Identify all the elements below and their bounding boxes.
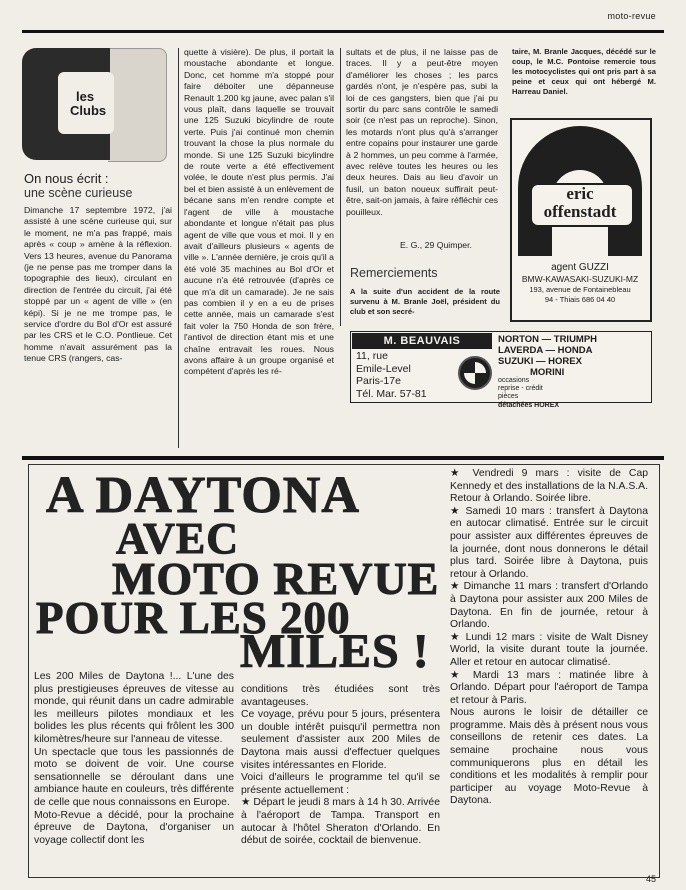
article-col-mid: conditions très étudiées sont très avantageuses. Ce voyage, prévu pour 5 jours, présentera un double intérêt puisqu'il permettra non seulement d'assister aux 200 Miles de Daytona mais aussi d'effectuer quelques visites intéressantes en Floride. Voici d'ailleurs le programme tel qu'il se présente actuellement : ★ Départ le jeudi 8 mars à 14 h 30. Arrivée à l'aéroport de Tampa. Transport en autocar à l'hôtel Sheraton d'Orlando. En début de soirée, cocktail de bienvenue.: [241, 684, 440, 847]
logo-word-clubs: Clubs: [70, 103, 107, 118]
section-separator: [22, 456, 664, 460]
beauvais-name: M. BEAUVAIS: [352, 333, 492, 349]
eric-ad-details: agent GUZZI BMW-KAWASAKI-SUZUKI-MZ 193, avenue de Fontainebleau 94 - Thiais 686 04 40: [521, 262, 639, 304]
logo-backplate: [108, 48, 167, 162]
bmw-roundel-center-icon: [464, 362, 486, 384]
headline-line4: POUR LES 200: [36, 593, 351, 643]
headline-line2: AVEC: [116, 514, 240, 563]
section-subtitle: une scène curieuse: [24, 186, 133, 200]
beauvais-address: 11, rue Emile-Level Paris-17e Tél. Mar. 57-81: [356, 350, 427, 400]
eric-name: eric offenstadt: [543, 184, 617, 221]
remerciements-text: A la suite d'un accident de la route survenu à M. Branle Joël, président du club et son secré-: [350, 287, 500, 316]
column-rule: [178, 48, 179, 448]
headline-line1: A DAYTONA: [46, 467, 360, 524]
article-col-left: Les 200 Miles de Daytona !... L'une des plus prestigieuses épreuves de vitesse au monde, qui réunit dans un cadre admirable les meilleurs pilotes mondiaux et les bolides les plus récents qui frôlent les 300 kilomètres/heure sur l'anneau de vitesse. Un spectacle que tous les passionnés de moto se doivent de voir. Une course sensationnelle se déroulant dans une ambiance haute en couleurs, très différente de celle que nous connaissons en Europe. Moto-Revue a décidé, pour la prochaine épreuve de Daytona, d'organiser un voyage collectif dont les: [34, 671, 234, 846]
col1-text: Dimanche 17 septembre 1972, j'ai assisté à une scène curieuse qui, sur le moment, ne m'a pas frappé, mais après « coup » amène à la réflexion. Vers 13 heures, avenue du Panorama (je ne pense pas me tromper dans la topographie des lieux), circulant en direction de l'entrée du circuit, j'ai été stoppé par un « agent de ville » (en képi). Si je ne me trompe pas, le service d'ordre du Bol d'Or est assuré par les CRS et le C.O. Pontlieue. Cet homme n'avait assurément pas la tenue CRS (rangers, cas-: [24, 205, 172, 364]
headline-line5: MILES !: [240, 625, 430, 678]
page-number: 45: [645, 874, 656, 884]
remerciements-title: Remerciements: [350, 266, 438, 280]
col3-text: sultats et de plus, il ne laisse pas de traces. Il y a peut-être moyen d'améliorer les choses ; les parcs gardés n'ont, je n'espère pas, subi la loi de ces gangsters, bien que j'ai pu sortir du parc sans contrôle le samedi soir (ce n'est pas un reproche). Sinon, les motards n'ont plus qu'à s'arranger entre copains pour instaurer une garde à 2 hommes, un peu comme à l'armée, avec relève toutes les heures ou les deux heures. Dais au lieu d'avoir un fusil, un baton noueux suffirait peut-être, sait-on jamais, à faire réfléchir ces pouilleux.: [346, 47, 498, 217]
beauvais-brands: NORTON — TRIUMPH LAVERDA — HONDA SUZUKI — HOREX MORINI: [498, 334, 598, 378]
col4-text: taire, M. Branle Jacques, décédé sur le coup, le M.C. Pontoise remercie tous les motocyclistes qui ont pris part à sa peine et ceux qui ont hébergé M. Harreau Daniel.: [512, 47, 656, 96]
article-col-right: ★ Vendredi 9 mars : visite de Cap Kennedy et des installations de la N.A.S.A. Retour à Orlando. Soirée libre. ★ Samedi 10 mars : transfert à Daytona en autocar climatisé. Entrée sur le circuit pour assister aux différentes épreuves de la journée, dont nous donnerons le détail plus tard. Soirée libre à Daytona, puis retour à Orlando. ★ Dimanche 11 mars : transfert d'Orlando à Daytona pour assister aux 200 Miles de Daytona. En fin de journée, retour à Orlando. ★ Lundi 12 mars : visite de Walt Disney World, la visite durant toute la journée. Aller et retour en autocar climatisé. ★ Mardi 13 mars : matinée libre à Orlando. Départ pour l'aéroport de Tampa et retour à Paris. Nous aurons le loisir de détailler ce programme. Mais dès à présent nous vous conseillons de retenir ces dates. La semaine prochaine nous vous communiquerons plus en détail les conditions et les modalités à remplir pour participer au voyage Moto-Revue à Daytona.: [450, 468, 648, 807]
col3-signature: E. G., 29 Quimper.: [400, 240, 472, 250]
col2-text: quette à visière). De plus, il portait la moustache abondante et longue. Donc, cet homme m'a stoppé pour faire déboiter une dépanneuse Renault 1.200 kg jaune, avec palan s'il vous plaît, dans laquelle se trouvait une 125 Suzuki bicylindre de route verte. Puis j'ai continué mon chemin trouvant la chose la plus normale du monde. Si une 125 Suzuki bicylindre de route verte a été effectivement volée, le doute n'est plus permis. J'ai bel et bien assisté à un enlèvement de bécane sans m'en rendre compte et l'agent de ville à moustache abondante et longue n'était pas plus agent de ville que vous et moi. Il y en avait d'ailleurs plusieurs « agents de ville ». L'année dernière, je crois qu'il a été volé 35 machines au Bol d'Or et aucune n'a été retrouvée (d'après ce que m'a dit un camarade). Je ne sais pas combien il y en a eu de prises cette année, mais un camarade s'est fait voler la 750 Honda de son frère, l'antivol de direction étant mis et une chaîne entravait les roues. Nous avons affaire à un groupe organisé et compétent d'après les ré-: [184, 47, 334, 377]
logo-word-les: les: [76, 89, 95, 104]
beauvais-services: occasions reprise - crédit pièces détachées HOREX: [498, 377, 560, 409]
running-head: moto-revue: [607, 11, 656, 21]
header-rule: [22, 30, 664, 33]
headline-line3: MOTO REVUE: [112, 553, 440, 604]
section-title: On nous écrit :: [24, 171, 109, 186]
column-rule: [340, 48, 341, 326]
